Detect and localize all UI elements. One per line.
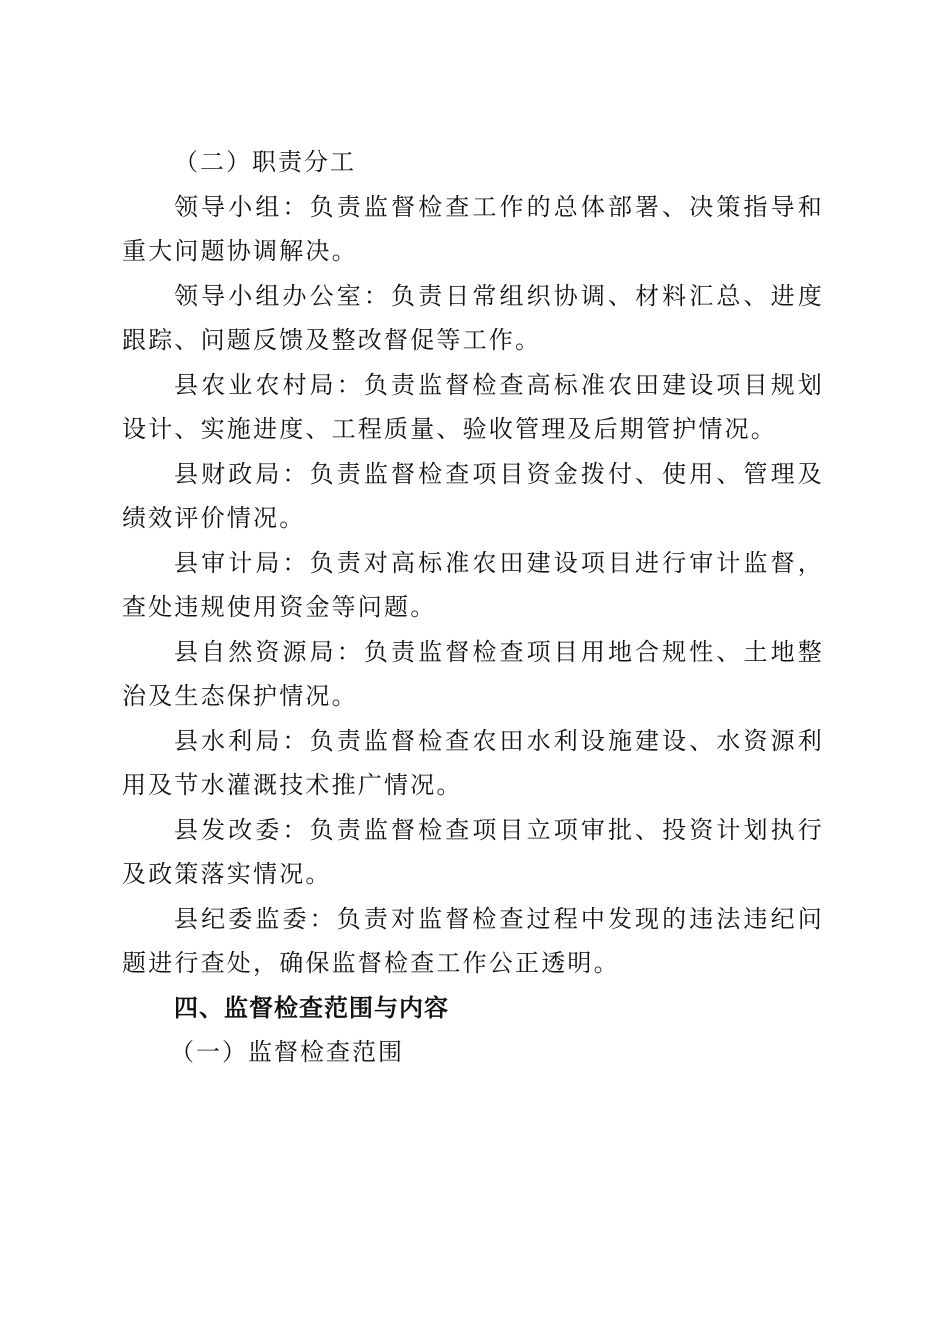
section-duties-heading: （二）职责分工 [174, 148, 356, 176]
paragraph-natural-resources-bureau: 县自然资源局：负责监督检查项目用地合规性、土地整治及生态保护情况。 [122, 637, 824, 710]
paragraph-agriculture-bureau: 县农业农村局：负责监督检查高标准农田建设项目规划设计、实施进度、工程质量、验收管理及后期管护情况。 [122, 370, 824, 443]
paragraph-development-reform-commission: 县发改委：负责监督检查项目立项审批、投资计划执行及政策落实情况。 [122, 815, 824, 888]
paragraph-leading-group-office: 领导小组办公室：负责日常组织协调、材料汇总、进度跟踪、问题反馈及整改督促等工作。 [122, 281, 824, 354]
paragraph-water-resources-bureau: 县水利局：负责监督检查农田水利设施建设、水资源利用及节水灌溉技术推广情况。 [122, 726, 824, 799]
section-scope-heading: （一）监督检查范围 [170, 1038, 404, 1066]
section-four-heading: 四、监督检查范围与内容 [174, 993, 449, 1022]
document-body [122, 140, 824, 1075]
paragraph-leading-group: 领导小组：负责监督检查工作的总体部署、决策指导和重大问题协调解决。 [122, 192, 824, 265]
paragraph-discipline-commission: 县纪委监委：负责对监督检查过程中发现的违法违纪问题进行查处，确保监督检查工作公正透明。 [122, 904, 824, 977]
paragraph-finance-bureau: 县财政局：负责监督检查项目资金拨付、使用、管理及绩效评价情况。 [122, 459, 824, 532]
paragraph-audit-bureau: 县审计局：负责对高标准农田建设项目进行审计监督，查处违规使用资金等问题。 [122, 548, 824, 621]
